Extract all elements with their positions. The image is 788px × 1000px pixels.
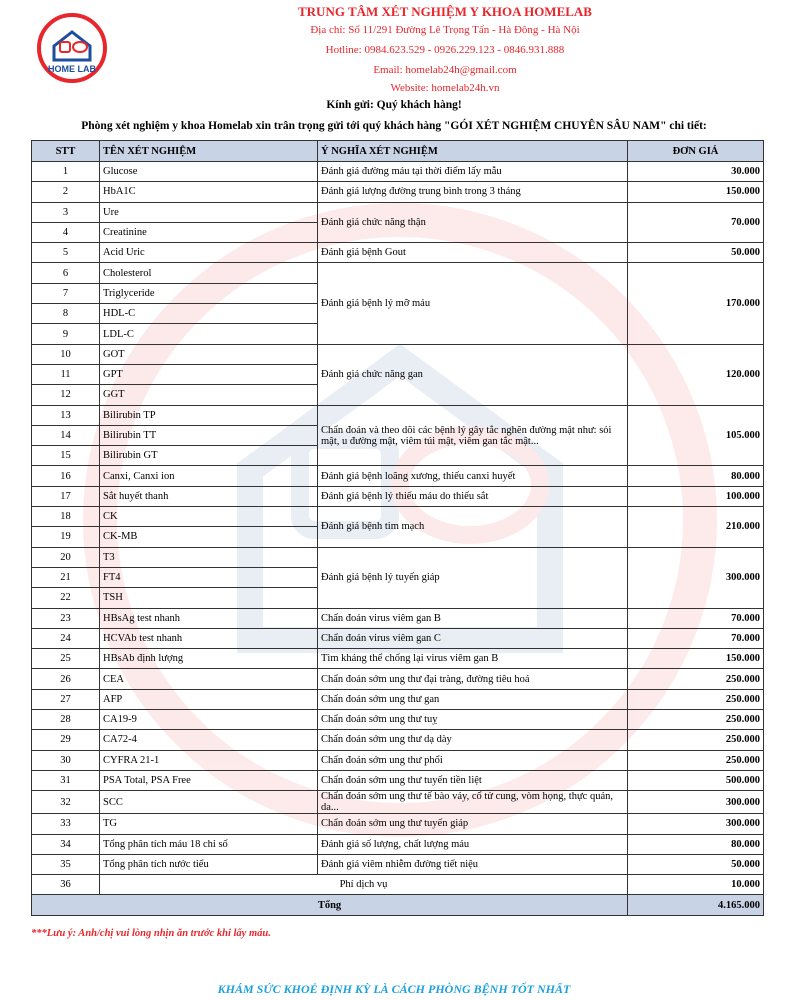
slogan: KHÁM SỨC KHOẺ ĐỊNH KỲ LÀ CÁCH PHÒNG BỆNH TỐT NHẤT [217,982,571,996]
row-price: 80.000 [628,466,764,486]
row-stt: 29 [32,730,100,750]
row-price: 300.000 [628,814,764,834]
row-stt: 10 [32,344,100,364]
center-title: TRUNG TÂM XÉT NGHIỆM Y KHOA HOMELAB [298,4,592,19]
row-stt: 13 [32,405,100,425]
fasting-note: ***Lưu ý: Anh/chị vui lòng nhịn ăn trước khi lấy máu. [31,928,271,939]
row-meaning: Chẩn đoán sớm ung thư tế bào vảy, cổ tử cung, vòm họng, thực quản, da... [318,791,628,814]
row-test-name: Bilirubin TT [100,425,318,445]
row-meaning: Chẩn đoán sớm ung thư phổi [318,750,628,770]
row-price: 50.000 [628,243,764,263]
row-meaning: Đánh giá đường máu tại thời điểm lấy mẫu [318,162,628,182]
row-meaning: Chẩn đoán sớm ung thư tuyến giáp [318,814,628,834]
table-row [32,507,764,527]
intro-text: Phòng xét nghiệm y khoa Homelab xin trân trọng gửi tới quý khách hàng "GÓI XÉT NGHIỆM CHUYÊN SÂU NAM" chi tiết: [81,120,707,132]
row-test-name: HBsAg test nhanh [100,608,318,628]
table-row [32,834,764,854]
row-price: 250.000 [628,730,764,750]
row-price: 250.000 [628,669,764,689]
row-stt: 21 [32,567,100,587]
row-stt: 2 [32,182,100,202]
row-price: 100.000 [628,486,764,506]
row-test-name: Ure [100,202,318,222]
row-price: 300.000 [628,547,764,608]
row-price: 500.000 [628,770,764,790]
row-meaning: Đánh giá bệnh Gout [318,243,628,263]
row-test-name: GGT [100,385,318,405]
table-row [32,649,764,669]
table-row [32,710,764,730]
row-price: 105.000 [628,405,764,466]
row-test-name: T3 [100,547,318,567]
website: Website: homelab24h.vn [390,82,500,94]
row-test-name: GPT [100,364,318,384]
row-test-name: Tổng phân tích nước tiểu [100,854,318,874]
row-stt: 9 [32,324,100,344]
col-header-price: ĐƠN GIÁ [628,141,764,162]
row-test-name: PSA Total, PSA Free [100,770,318,790]
hotline: Hotline: 0984.623.529 - 0926.229.123 - 0846.931.888 [325,44,565,56]
row-meaning: Chẩn đoán virus viêm gan B [318,608,628,628]
row-test-name: Tổng phân tích máu 18 chỉ số [100,834,318,854]
table-row [32,689,764,709]
row-price: 70.000 [628,202,764,243]
row-stt: 30 [32,750,100,770]
row-test-name: GOT [100,344,318,364]
table-row [32,486,764,506]
address: Địa chỉ: Số 11/291 Đường Lê Trọng Tấn - Hà Đông - Hà Nội [310,24,580,36]
row-price: 250.000 [628,710,764,730]
row-stt: 16 [32,466,100,486]
total-label: Tổng [32,895,628,916]
col-header-meaning: Ý NGHĨA XÉT NGHIỆM [318,141,628,162]
table-row [32,263,764,283]
total-value: 4.165.000 [628,895,764,916]
row-stt: 14 [32,425,100,445]
row-test-name: Cholesterol [100,263,318,283]
row-test-name: LDL-C [100,324,318,344]
row-price: 250.000 [628,750,764,770]
table-row [32,344,764,364]
row-stt: 27 [32,689,100,709]
row-stt: 19 [32,527,100,547]
table-row [32,628,764,648]
row-stt: 32 [32,791,100,814]
row-stt: 7 [32,283,100,303]
table-row [32,547,764,567]
row-meaning: Đánh giá bệnh lý thiếu máu do thiếu sắt [318,486,628,506]
service-fee-label: Phí dịch vụ [100,875,628,895]
row-stt: 23 [32,608,100,628]
row-stt: 8 [32,304,100,324]
row-meaning: Đánh giá chức năng gan [318,344,628,405]
row-test-name: Bilirubin GT [100,446,318,466]
row-meaning: Chẩn đoán sớm ung thư dạ dày [318,730,628,750]
test-package-table [31,140,764,916]
table-row [32,750,764,770]
row-test-name: Canxi, Canxi ion [100,466,318,486]
table-row [32,669,764,689]
row-price: 30.000 [628,162,764,182]
table-row [32,854,764,874]
row-meaning: Đánh giá số lượng, chất lượng máu [318,834,628,854]
row-test-name: Acid Uric [100,243,318,263]
greeting: Kính gửi: Quý khách hàng! [326,99,462,111]
row-meaning: Chẩn đoán sớm ung thư gan [318,689,628,709]
row-stt: 36 [32,875,100,895]
row-stt: 5 [32,243,100,263]
row-price: 300.000 [628,791,764,814]
row-test-name: Triglyceride [100,283,318,303]
email: Email: homelab24h@gmail.com [373,64,517,76]
row-meaning: Tìm kháng thể chống lại virus viêm gan B [318,649,628,669]
table-row [32,202,764,222]
table-row [32,875,764,895]
table-row [32,182,764,202]
row-stt: 17 [32,486,100,506]
row-meaning: Đánh giá viêm nhiễm đường tiết niệu [318,854,628,874]
table-row [32,730,764,750]
row-test-name: HBsAb định lượng [100,649,318,669]
row-test-name: CA72-4 [100,730,318,750]
row-price: 170.000 [628,263,764,344]
row-stt: 31 [32,770,100,790]
row-stt: 25 [32,649,100,669]
row-test-name: CYFRA 21-1 [100,750,318,770]
row-test-name: FT4 [100,567,318,587]
homelab-logo [36,12,108,84]
row-stt: 6 [32,263,100,283]
row-meaning: Chẩn đoán sớm ung thư tuyến tiền liệt [318,770,628,790]
svg-text:HOME LAB: HOME LAB [48,64,96,74]
row-test-name: CK-MB [100,527,318,547]
row-test-name: HCVAb test nhanh [100,628,318,648]
row-price: 10.000 [628,875,764,895]
total-row [32,895,764,916]
table-row [32,405,764,425]
row-meaning: Chẩn đoán sớm ung thư tuỵ [318,710,628,730]
row-meaning: Đánh giá lượng đường trung bình trong 3 tháng [318,182,628,202]
table-row [32,608,764,628]
row-stt: 15 [32,446,100,466]
row-stt: 24 [32,628,100,648]
row-test-name: TG [100,814,318,834]
row-price: 70.000 [628,608,764,628]
row-stt: 3 [32,202,100,222]
row-test-name: CK [100,507,318,527]
table-row [32,814,764,834]
row-stt: 22 [32,588,100,608]
row-test-name: AFP [100,689,318,709]
row-meaning: Đánh giá chức năng thận [318,202,628,243]
row-meaning: Chẩn đoán virus viêm gan C [318,628,628,648]
table-row [32,466,764,486]
row-meaning: Đánh giá bệnh lý mỡ máu [318,263,628,344]
row-price: 120.000 [628,344,764,405]
table-row [32,243,764,263]
table-body [32,162,764,895]
row-test-name: Bilirubin TP [100,405,318,425]
row-stt: 12 [32,385,100,405]
row-stt: 33 [32,814,100,834]
row-test-name: Creatinine [100,222,318,242]
row-price: 250.000 [628,689,764,709]
row-stt: 28 [32,710,100,730]
row-stt: 26 [32,669,100,689]
row-test-name: TSH [100,588,318,608]
row-stt: 20 [32,547,100,567]
row-test-name: Sắt huyết thanh [100,486,318,506]
row-price: 70.000 [628,628,764,648]
col-header-name: TÊN XÉT NGHIỆM [100,141,318,162]
row-meaning: Đánh giá bệnh loãng xương, thiếu canxi huyết [318,466,628,486]
row-meaning: Chẩn đoán sớm ung thư đại tràng, đường tiêu hoá [318,669,628,689]
table-header-row [32,141,764,162]
row-test-name: HDL-C [100,304,318,324]
table-row [32,770,764,790]
row-test-name: CEA [100,669,318,689]
row-stt: 4 [32,222,100,242]
row-meaning: Đánh giá bệnh lý tuyến giáp [318,547,628,608]
table-row [32,162,764,182]
row-test-name: Glucose [100,162,318,182]
row-price: 210.000 [628,507,764,548]
row-meaning: Đánh giá bệnh tim mạch [318,507,628,548]
row-test-name: CA19-9 [100,710,318,730]
row-stt: 11 [32,364,100,384]
row-test-name: HbA1C [100,182,318,202]
table-row [32,791,764,814]
row-test-name: SCC [100,791,318,814]
row-stt: 34 [32,834,100,854]
row-stt: 35 [32,854,100,874]
row-stt: 18 [32,507,100,527]
row-price: 150.000 [628,649,764,669]
row-meaning: Chẩn đoán và theo dõi các bệnh lý gây tắc nghẽn đường mật như: sỏi mật, u đường mật, viêm túi mật, viêm gan tắc mật... [318,405,628,466]
row-price: 50.000 [628,854,764,874]
col-header-stt: STT [32,141,100,162]
row-stt: 1 [32,162,100,182]
row-price: 150.000 [628,182,764,202]
row-price: 80.000 [628,834,764,854]
